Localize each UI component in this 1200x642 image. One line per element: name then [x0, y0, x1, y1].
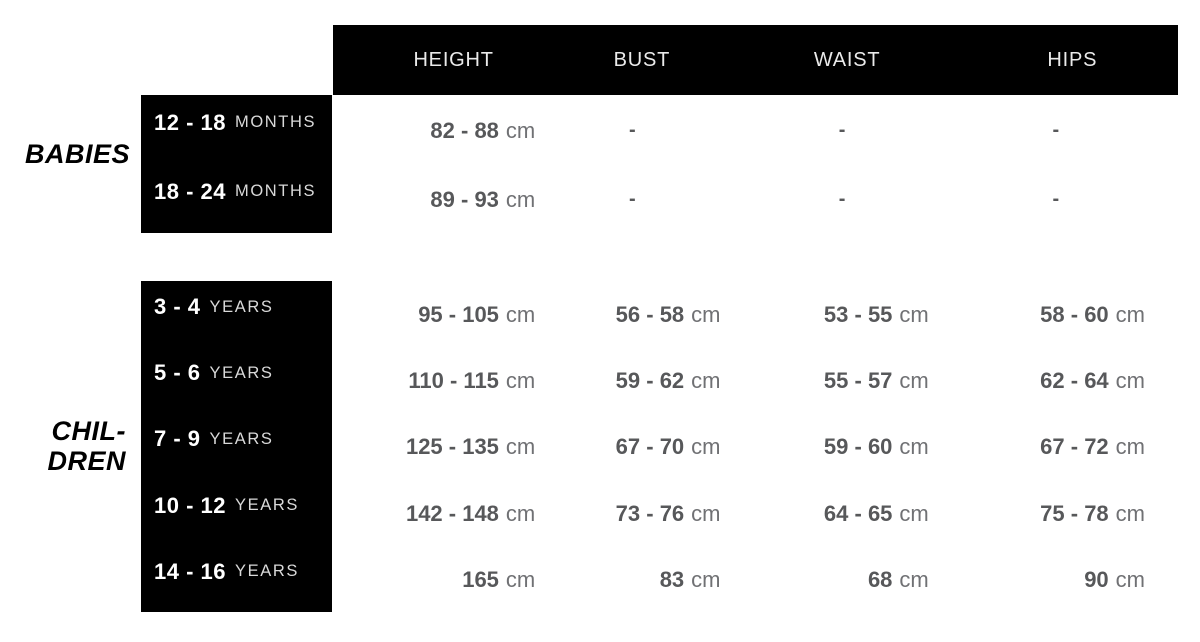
- age-range-box-children: [141, 281, 332, 612]
- measurement-unit: cm: [1115, 566, 1145, 592]
- age-range-value: 7 - 9: [154, 426, 201, 452]
- measurement-value: 68: [867, 566, 893, 592]
- measurement-unit: cm: [505, 302, 536, 328]
- age-range-row: [154, 340, 332, 406]
- group-label-line: DREN: [47, 446, 126, 476]
- measurement-unit: cm: [1115, 434, 1145, 460]
- measurement-value: 83: [659, 566, 685, 592]
- measurement-unit: cm: [691, 302, 721, 328]
- age-range-row: [154, 539, 332, 605]
- age-range-row: [154, 274, 332, 340]
- measurement-unit: cm: [1115, 368, 1145, 394]
- measurement-value: 73 - 76: [615, 500, 685, 526]
- age-range-unit: MONTHS: [235, 113, 317, 131]
- age-range-unit: YEARS: [209, 297, 274, 316]
- measurement-value: 89 - 93: [430, 186, 499, 212]
- measurement-value: 110 - 115: [408, 368, 499, 394]
- measurement-unit: cm: [505, 117, 536, 143]
- table-header-bar: [333, 25, 1178, 95]
- measurement-unit: cm: [505, 186, 536, 212]
- measurement-value: 58 - 60: [1040, 302, 1109, 328]
- age-range-unit: MONTHS: [235, 182, 317, 200]
- cell-hips: [967, 481, 1178, 547]
- age-range-value: 12 - 18: [154, 109, 226, 135]
- cell-bust: [544, 282, 755, 348]
- measurement-unit: cm: [691, 434, 721, 460]
- cell-waist-empty: -: [838, 119, 846, 141]
- cell-hips: [967, 282, 1178, 348]
- measurement-value: 59 - 60: [823, 434, 893, 460]
- measurement-value: 142 - 148: [405, 500, 499, 526]
- group-label-line: CHIL-: [51, 416, 126, 446]
- measurement-value: 64 - 65: [823, 500, 893, 526]
- cell-hips-empty: -: [1052, 119, 1060, 141]
- cell-waist: [756, 547, 967, 613]
- measurement-unit: cm: [691, 566, 721, 592]
- age-range-row: [154, 473, 332, 539]
- cell-height: [333, 414, 544, 480]
- cell-height: [333, 96, 544, 165]
- age-range-value: 10 - 12: [154, 492, 226, 518]
- cell-hips: [967, 547, 1178, 613]
- cell-waist-empty: -: [838, 188, 846, 210]
- measurement-value: 95 - 105: [418, 302, 499, 328]
- measurement-unit: cm: [505, 368, 536, 394]
- measurement-value: 56 - 58: [615, 302, 685, 328]
- cell-waist: [756, 348, 967, 414]
- cell-bust: [544, 414, 755, 480]
- measurement-unit: cm: [899, 434, 929, 460]
- cell-bust-empty: -: [629, 188, 636, 210]
- age-range-value: 18 - 24: [154, 178, 226, 204]
- age-range-unit: YEARS: [209, 363, 274, 382]
- measurement-value: 62 - 64: [1040, 368, 1109, 394]
- measurement-value: 125 - 135: [405, 434, 499, 460]
- cell-waist: [756, 414, 967, 480]
- measurement-value: 165: [462, 566, 499, 592]
- cell-height: [333, 348, 544, 414]
- age-range-value: 5 - 6: [154, 360, 201, 386]
- age-range-unit: YEARS: [235, 562, 299, 581]
- cell-height: [333, 282, 544, 348]
- measurement-value: 75 - 78: [1040, 500, 1109, 526]
- measurement-unit: cm: [899, 302, 929, 328]
- cell-height: [333, 165, 544, 234]
- measurement-unit: cm: [899, 368, 929, 394]
- measurement-unit: cm: [691, 500, 721, 526]
- measurement-unit: cm: [899, 500, 929, 526]
- measurement-value: 55 - 57: [823, 368, 893, 394]
- age-range-unit: YEARS: [235, 496, 299, 515]
- measurement-value: 67 - 70: [615, 434, 685, 460]
- age-range-value: 3 - 4: [154, 294, 201, 320]
- measurement-unit: cm: [1115, 302, 1145, 328]
- column-header-height: HEIGHT: [413, 48, 494, 71]
- measurement-unit: cm: [691, 368, 721, 394]
- age-range-box-babies: [141, 95, 332, 233]
- cell-bust: [544, 547, 755, 613]
- age-range-row: [154, 157, 332, 226]
- measurements-grid-babies: [333, 95, 1178, 233]
- cell-waist: [756, 282, 967, 348]
- measurement-unit: cm: [505, 566, 536, 592]
- group-label-babies: [0, 139, 130, 169]
- measurement-value: 82 - 88: [430, 117, 499, 143]
- age-range-row: [154, 88, 332, 157]
- measurement-unit: cm: [505, 500, 536, 526]
- cell-height: [333, 481, 544, 547]
- cell-waist: [756, 481, 967, 547]
- cell-hips: [967, 414, 1178, 480]
- cell-hips: [967, 348, 1178, 414]
- cell-bust: [544, 481, 755, 547]
- column-header-bust: BUST: [613, 48, 671, 71]
- measurement-unit: cm: [899, 566, 929, 592]
- group-label-children: [0, 416, 126, 476]
- cell-hips-empty: -: [1052, 188, 1060, 210]
- measurement-value: 67 - 72: [1040, 434, 1109, 460]
- age-range-unit: YEARS: [209, 429, 274, 448]
- cell-bust: [544, 348, 755, 414]
- measurement-value: 59 - 62: [615, 368, 685, 394]
- age-range-value: 14 - 16: [154, 558, 226, 584]
- group-label-line: BABIES: [24, 139, 130, 169]
- measurements-grid-children: [333, 281, 1178, 612]
- column-header-hips: HIPS: [1047, 48, 1098, 71]
- column-header-waist: WAIST: [813, 48, 881, 71]
- measurement-unit: cm: [1115, 500, 1145, 526]
- measurement-unit: cm: [505, 434, 536, 460]
- cell-height: [333, 547, 544, 613]
- age-range-row: [154, 406, 332, 472]
- measurement-value: 90: [1084, 566, 1109, 592]
- cell-bust-empty: -: [629, 119, 636, 141]
- measurement-value: 53 - 55: [823, 302, 893, 328]
